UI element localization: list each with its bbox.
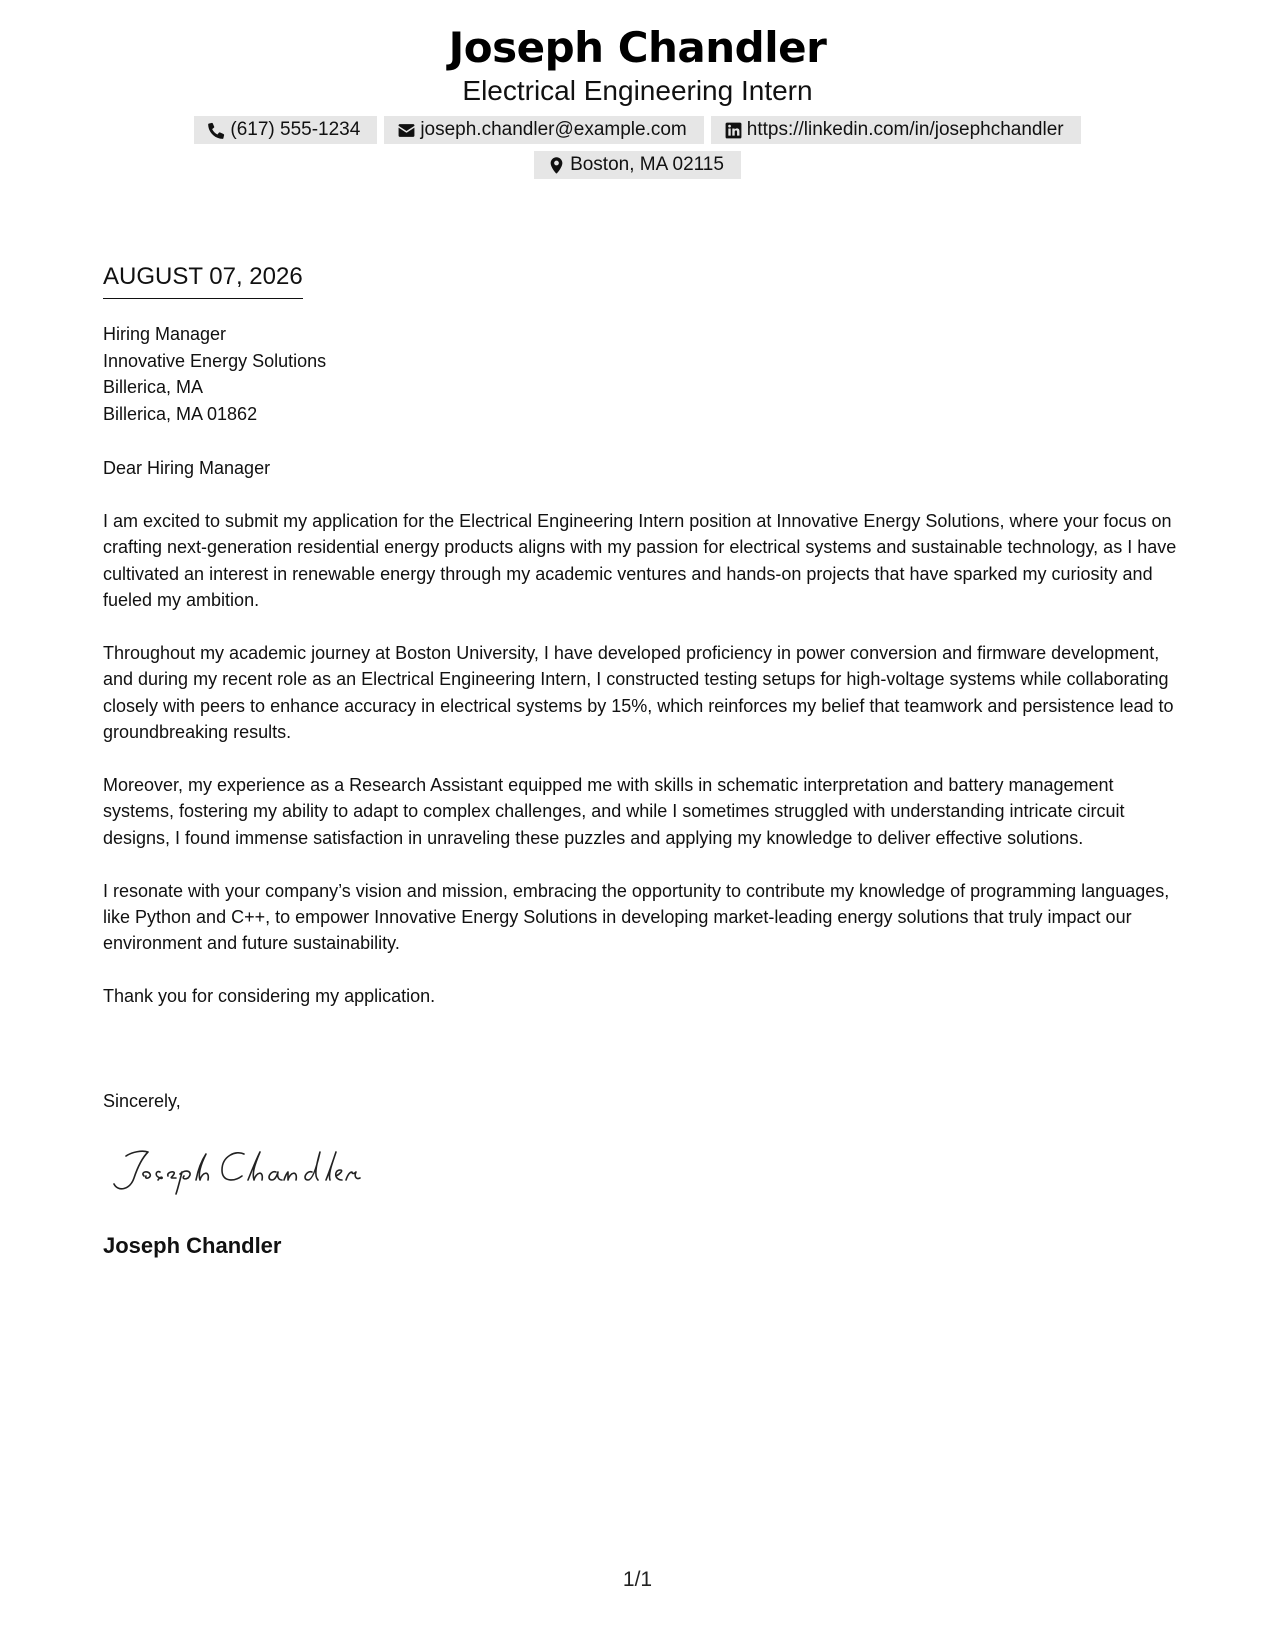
recipient-line: Billerica, MA 01862	[103, 403, 258, 424]
body-paragraph: Moreover, my experience as a Research Assistant equipped me with skills in schematic interpretation and battery management systems, fostering my ability to adapt to complex challenges, and while I sometimes struggled with understanding intricate circuit designs, I found immense satisfaction in unraveling these puzzles and applying my knowledge to deliver effective solutions.	[103, 775, 1125, 848]
recipient-address	[103, 321, 326, 427]
phone-icon	[207, 121, 226, 140]
phone-text: (617) 555-1234	[230, 119, 361, 140]
phone-chip[interactable]	[194, 116, 377, 144]
closing: Sincerely,	[103, 1091, 181, 1111]
body-paragraph: Thank you for considering my application.	[103, 986, 436, 1007]
applicant-role: Electrical Engineering Intern	[462, 75, 813, 106]
body-paragraph: Throughout my academic journey at Boston University, I have developed proficiency in power conversion and firmware development, and during my recent role as an Electrical Engineering Intern, I constructed testing setups for high-voltage systems while collaborating closely with peers to enhance accuracy in electrical systems by 15%, which reinforces my belief that teamwork and persistence lead to groundbreaking results.	[103, 643, 1174, 743]
location-text: Boston, MA 02115	[570, 154, 724, 175]
recipient-line: Hiring Manager	[103, 324, 227, 344]
location-chip	[534, 151, 741, 179]
letter-date: AUGUST 07, 2026	[103, 262, 303, 299]
letter-body	[103, 508, 1178, 1036]
body-paragraph: I resonate with your company’s vision and mission, embracing the opportunity to contribute my knowledge of programming languages, like Python and C++, to empower Innovative Energy Solutions in developing market-leading energy solutions that truly impact our environment and future sustainability.	[103, 880, 1170, 954]
linkedin-icon	[724, 121, 743, 140]
salutation: Dear Hiring Manager	[103, 458, 271, 478]
map-pin-icon	[547, 156, 566, 175]
contact-row-primary	[0, 116, 1275, 144]
body-paragraph: I am excited to submit my application for the Electrical Engineering Intern position at Innovative Energy Solutions, where your focus on crafting next-generation residential energy products aligns with my passion for electrical systems and sustainable technology, as I have cultivated an interest in renewable energy through my academic ventures and hands-on projects that have sparked my curiosity and fueled my ambition.	[103, 511, 1177, 611]
page-number: 1/1	[622, 1568, 653, 1591]
signature-drawing	[104, 1140, 364, 1200]
contact-row-secondary	[0, 151, 1275, 179]
recipient-line: Billerica, MA	[103, 377, 204, 397]
recipient-line: Innovative Energy Solutions	[103, 350, 327, 371]
linkedin-chip[interactable]	[711, 116, 1081, 144]
letter-header	[0, 22, 1275, 179]
envelope-icon	[397, 121, 416, 140]
email-text: joseph.chandler@example.com	[420, 119, 687, 140]
applicant-name: Joseph Chandler	[448, 23, 827, 72]
handwritten-signature	[104, 1140, 364, 1205]
signer-name: Joseph Chandler	[103, 1233, 282, 1258]
linkedin-text: https://linkedin.com/in/josephchandler	[746, 119, 1064, 140]
email-chip[interactable]	[384, 116, 703, 144]
